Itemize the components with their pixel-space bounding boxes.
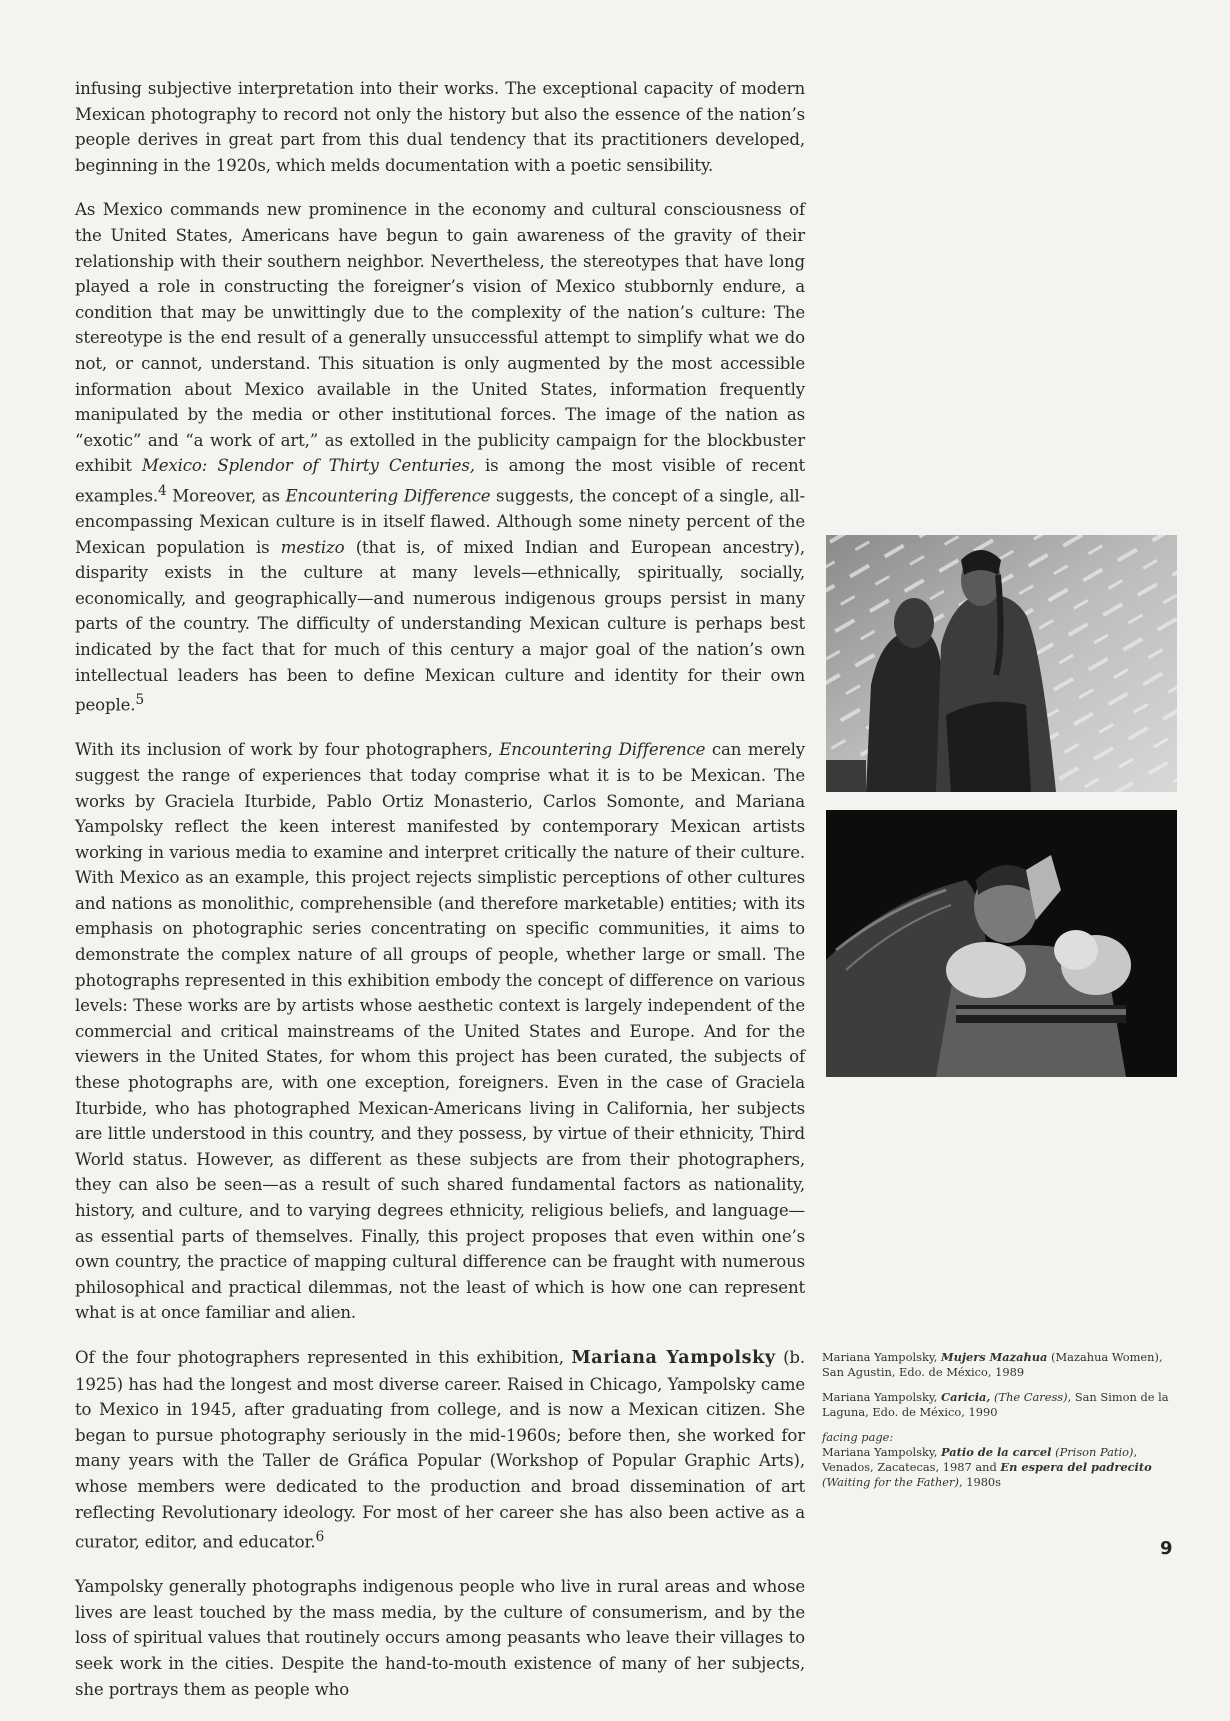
- photographer-name: Mariana Yampolsky: [571, 1347, 776, 1368]
- photo-mazahua-women: [826, 535, 1177, 792]
- caption-1: Mariana Yampolsky, Mujers Mazahua (Mazahua Women), San Agustin, Edo. de México, 1989: [822, 1350, 1163, 1379]
- paragraph-1: infusing subjective interpretation into their works. The exceptional capacity of modern Mexican photography to record not only the history but also the essence of the nation’s people derives in great part from this dual tendency that its practitioners developed, beginning in the 1920s, which melds documentation with a poetic sensibility.: [75, 79, 805, 175]
- paragraph-4: Of the four photographers represented in this exhibition, Mariana Yampolsky (b. 1925) has had the longest and most diverse career. Raised in Chicago, Yampolsky came to Mexico in 1945, after graduating from college, and is now a Mexican citizen. She began to pursue photography seriously in the mid-1960s; before then, she worked for many years with the Taller de Gráfica Popular (Workshop of Popular Graphic Arts), whose members were dedicated to the production and broad dissemination of art reflecting Revolutionary ideology. For most of her career she has also been active as a curator, editor, and educator.$^6$: [75, 1347, 806, 1552]
- term-mestizo: mestizo: [280, 537, 345, 557]
- photo-the-caress: [826, 810, 1177, 1077]
- footnote-ref-6: 6: [315, 1529, 325, 1546]
- caption-2: Mariana Yampolsky, Caricia, (The Caress), San Simon de la Laguna, Edo. de México, 1990: [822, 1390, 1169, 1419]
- caption-3: facing page: Mariana Yampolsky, Patio de la carcel (Prison Patio), Venados, Zacatecas, 1987 and En espera del padrecito (Waiting for the Father), 1980s: [822, 1430, 1152, 1489]
- exhibition-title: Encountering Difference: [499, 740, 706, 760]
- exhibition-title: Encountering Difference: [285, 486, 491, 506]
- body-text: [75, 76, 805, 1721]
- paragraph-2: As Mexico commands new prominence in the economy and cultural consciousness of the United States, Americans have begun to gain awareness of the gravity of their relationship with their southern neighbor. Nevertheless, the stereotypes that have long played a role in constructing the foreigner’s vision of Mexico stubbornly endure, a condition that may be unwittingly due to the complexity of the nation’s culture: The stereotype is the end result of a generally unsuccessful attempt to simplify what we do not, or cannot, understand. This situation is only augmented by the most accessible information about Mexico available in the United States, information frequently manipulated by the media or other institutional forces. The image of the nation as “exotic” and “a work of art,” as extolled in the publicity campaign for the blockbuster exhibit Mexico: Splendor of Thirty Centuries, is among the most visible of recent examples.$^4$ Moreover, as Encountering Difference suggests, the concept of a single, all-encompassing Mexican culture is in itself flawed. Although some ninety percent of the Mexican population is mestizo (that is, of mixed Indian and European ancestry), disparity exists in the culture at many levels—ethnically, spiritually, socially, economically, and geographically—and numerous indigenous groups persist in many parts of the country. The difficulty of understanding Mexican culture is perhaps best indicated by the fact that for much of this century a major goal of the nation’s own intellectual leaders has been to define Mexican culture and identity for their own people.$^5$: [75, 200, 806, 715]
- paragraph-3: With its inclusion of work by four photographers, Encountering Difference can merely suggest the range of experiences that today comprise what it is to be Mexican. The works by Graciela Iturbide, Pablo Ortiz Monasterio, Carlos Somonte, and Mariana Yampolsky reflect the keen interest manifested by contemporary Mexican artists working in various media to examine and interpret critically the nature of their culture. With Mexico as an example, this project rejects simplistic perceptions of other cultures and nations as monolithic, comprehensible (and therefore marketable) entities; with its emphasis on photographic series concentrating on specific communities, it aims to demonstrate the complex nature of all groups of people, whether large or small. The photographs represented in this exhibition embody the concept of difference on various levels: These works are by artists whose aesthetic context is largely independent of the commercial and critical mainstreams of the United States and Europe. And for the viewers in the United States, for whom this project has been curated, the subjects of these photographs are, with one exception, foreigners. Even in the case of Graciela Iturbide, who has photographed Mexican-Americans living in California, her subjects are little understood in this country, and they possess, by virtue of their ethnicity, Third World status. However, as different as these subjects are from their photographers, they can also be seen—as a result of such shared fundamental factors as nationality, history, and culture, and to varying degrees ethnicity, religious beliefs, and language—as essential parts of themselves. Finally, this project proposes that even within one’s own country, the practice of mapping cultural difference can be fraught with numerous philosophical and practical dilemmas, not the least of which is how one can represent what is at once familiar and alien.: [75, 740, 806, 1323]
- footnote-ref-5: 5: [135, 692, 145, 709]
- caption-label: facing page:: [822, 1430, 894, 1444]
- photo-captions: [822, 1350, 1182, 1500]
- page-number: 9: [1160, 1538, 1173, 1559]
- paragraph-5: Yampolsky generally photographs indigenous people who live in rural areas and whose lives are least touched by the mass media, by the culture of consumerism, and by the loss of spiritual values that routinely occurs among peasants who leave their villages to seek work in the cities. Despite the hand-to-mouth existence of many of her subjects, she portrays them as people who: [75, 1577, 805, 1699]
- exhibit-title: Mexico: Splendor of Thirty Centuries,: [141, 456, 475, 476]
- footnote-ref-4: 4: [158, 482, 167, 499]
